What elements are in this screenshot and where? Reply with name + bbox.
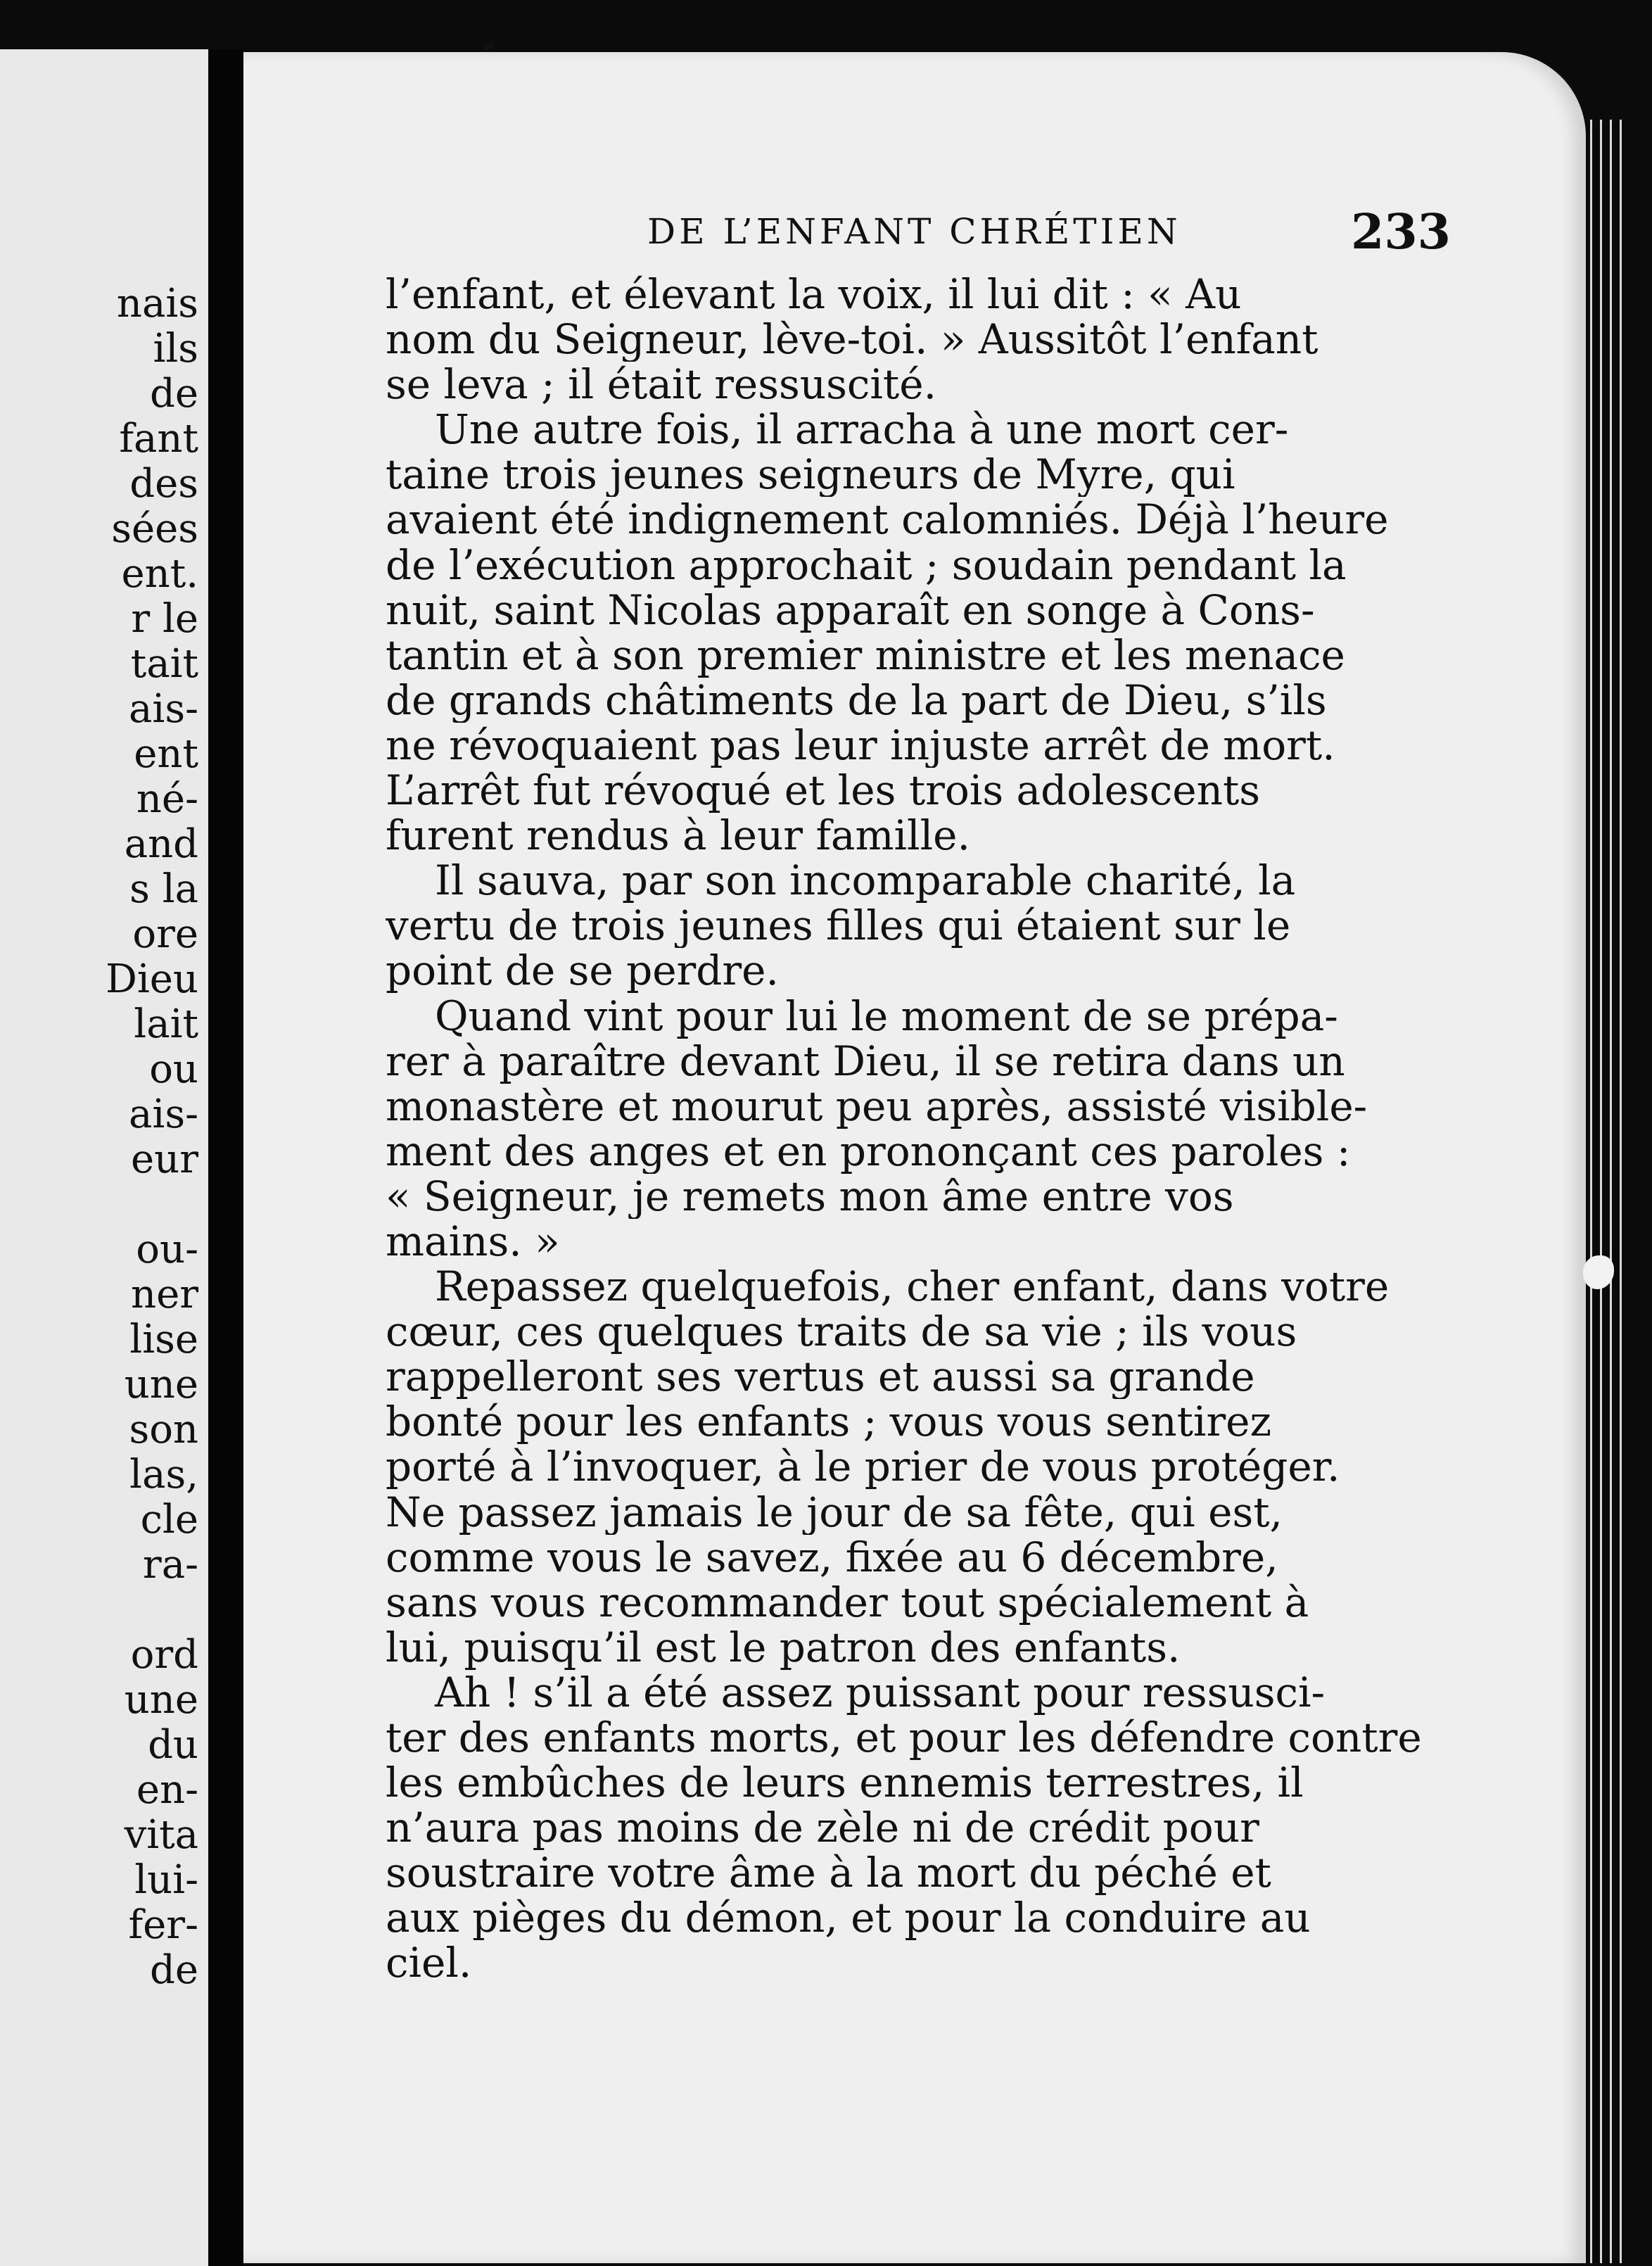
text-line: se leva ; il était ressuscité. [386, 362, 936, 407]
text-line: taine trois jeunes seigneurs de Myre, qui [386, 452, 1235, 498]
fragment-line: lait [134, 1001, 198, 1047]
text-line: L’arrêt fut révoqué et les trois adolescents [386, 768, 1261, 814]
fragment-line: lui- [134, 1857, 198, 1903]
fragment-line: ner [131, 1272, 198, 1317]
text-line: ne révoquaient pas leur injuste arrêt de mort. [386, 722, 1335, 768]
text-line: vertu de trois jeunes filles qui étaient sur le [386, 903, 1291, 949]
body-text [386, 272, 1437, 1986]
fragment-line: s la [129, 866, 198, 912]
book-gutter [208, 49, 243, 2266]
fragment-line: ais- [129, 1091, 198, 1137]
fragment-line: ais- [129, 686, 198, 732]
fragment-line: fer- [128, 1902, 198, 1948]
fragment-line: ils [153, 326, 198, 372]
fragment-line: des [129, 461, 198, 507]
text-line: avaient été indignement calomniés. Déjà l’heure [386, 497, 1389, 543]
fragment-line: lise [129, 1317, 198, 1362]
fragment-line: une [124, 1362, 198, 1407]
fragment-line: ent. [121, 551, 198, 597]
fragment-line: las, [129, 1452, 198, 1498]
page-header [647, 204, 1451, 260]
text-line: les embûches de leurs ennemis terrestres, il [386, 1760, 1304, 1806]
text-line: soustraire votre âme à la mort du péché et [386, 1850, 1271, 1896]
text-line: ciel. [386, 1940, 472, 1986]
fragment-line: ou [149, 1046, 198, 1092]
fragment-line: Dieu [105, 956, 198, 1002]
text-line: Repassez quelquefois, cher enfant, dans votre [435, 1264, 1390, 1310]
text-line: tantin et à son premier ministre et les menace [386, 632, 1345, 678]
ink-mark [483, 42, 495, 51]
fragment-line: de [150, 1947, 198, 1993]
text-line: point de se perdre. [386, 948, 779, 994]
text-line: Il sauva, par son incomparable charité, la [435, 858, 1296, 904]
text-line: ter des enfants morts, et pour les défendre contre [386, 1715, 1422, 1761]
text-line: de grands châtiments de la part de Dieu, s’ils [386, 677, 1327, 723]
text-line: Quand vint pour lui le moment de se prépa- [435, 993, 1338, 1039]
text-line: rer à paraître devant Dieu, il se retira dans un [386, 1038, 1345, 1084]
text-line: nuit, saint Nicolas apparaît en songe à Cons- [386, 587, 1315, 633]
previous-page-text [106, 281, 198, 1993]
text-line: de l’exécution approchait ; soudain pendant la [386, 542, 1347, 588]
fragment-line: ent [134, 731, 198, 777]
text-line: aux pièges du démon, et pour la conduire au [386, 1895, 1311, 1941]
text-line: n’aura pas moins de zèle ni de crédit pour [386, 1805, 1259, 1851]
fragment-line: en- [136, 1767, 198, 1813]
page-edges [1586, 120, 1628, 2263]
text-line: furent rendus à leur famille. [386, 813, 970, 859]
fragment-line: nais [116, 281, 198, 327]
text-line: comme vous le savez, fixée au 6 décembre, [386, 1534, 1278, 1580]
text-line: Ah ! s’il a été assez puissant pour ressusci- [435, 1669, 1326, 1715]
fragment-line: ord [130, 1632, 198, 1678]
fragment-line: eur [131, 1137, 198, 1182]
text-line: « Seigneur, je remets mon âme entre vos [386, 1173, 1234, 1219]
fragment-line: sées [111, 506, 198, 552]
text-line: cœur, ces quelques traits de sa vie ; ils vous [386, 1309, 1297, 1355]
fragment-line: ore [132, 911, 198, 957]
fragment-line: de [150, 371, 198, 417]
fragment-line: fant [119, 416, 198, 462]
text-line: ment des anges et en prononçant ces paroles : [386, 1128, 1351, 1174]
fragment-line: and [124, 821, 198, 867]
fragment-line: r le [131, 596, 198, 642]
fragment-line: ou- [136, 1227, 198, 1272]
text-line: Ne passez jamais le jour de sa fête, qui est, [386, 1489, 1283, 1535]
running-head: DE L’ENFANT CHRÉTIEN [647, 211, 1181, 252]
text-line: monastère et mourut peu après, assisté visible- [386, 1083, 1368, 1129]
fragment-line: né- [136, 776, 198, 822]
text-line: rappelleront ses vertus et aussi sa grande [386, 1354, 1255, 1400]
fragment-line [106, 1182, 198, 1227]
text-line: bonté pour les enfants ; vous vous sentirez [386, 1399, 1272, 1445]
text-line: sans vous recommander tout spécialement à [386, 1579, 1309, 1625]
fragment-line: tait [130, 641, 198, 687]
text-line: l’enfant, et élevant la voix, il lui dit : « Au [386, 272, 1242, 317]
previous-page [0, 49, 208, 2266]
fragment-line: du [148, 1722, 198, 1768]
text-line: porté à l’invoquer, à le prier de vous protéger. [386, 1444, 1340, 1490]
fragment-line: ra- [142, 1542, 198, 1588]
text-line: Une autre fois, il arracha à une mort cer- [435, 407, 1289, 452]
fragment-line: cle [140, 1497, 198, 1543]
text-line: lui, puisqu’il est le patron des enfants. [386, 1624, 1181, 1670]
fragment-line: son [129, 1407, 198, 1452]
page-number: 233 [1351, 204, 1451, 260]
fragment-line [106, 1588, 198, 1633]
text-line: mains. » [386, 1218, 560, 1265]
fragment-line: vita [124, 1812, 198, 1858]
fragment-line: une [124, 1677, 198, 1723]
text-line: nom du Seigneur, lève-toi. » Aussitôt l’enfant [386, 317, 1319, 362]
